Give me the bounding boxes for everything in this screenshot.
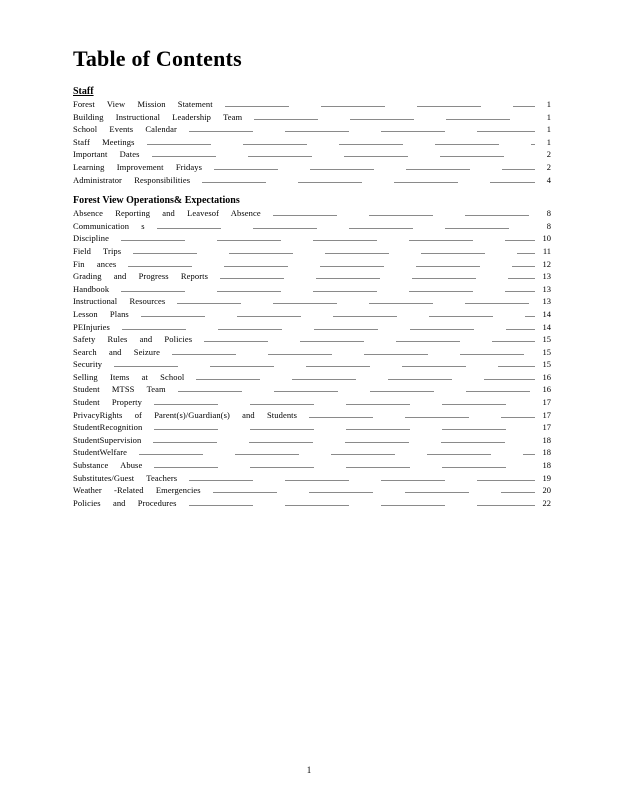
toc-entry[interactable] xyxy=(73,258,551,271)
toc-entry-page-number: 14 xyxy=(542,321,551,332)
toc-entry-page-number: 1 xyxy=(546,124,551,135)
toc-leader-line xyxy=(121,233,535,241)
toc-entry-page-number: 19 xyxy=(542,472,551,483)
toc-leader-line xyxy=(157,221,535,229)
toc-entry[interactable] xyxy=(73,270,551,283)
toc-entry[interactable] xyxy=(73,111,551,124)
toc-entry-page-number: 16 xyxy=(542,371,551,382)
toc-entry-page-number: 12 xyxy=(542,258,551,269)
toc-entry-page-number: 15 xyxy=(542,346,551,357)
toc-leader-line xyxy=(139,447,535,455)
toc-entry[interactable] xyxy=(73,232,551,245)
toc-entry[interactable] xyxy=(73,434,551,447)
toc-leader-line xyxy=(114,359,535,367)
toc-entry[interactable] xyxy=(73,472,551,485)
toc-entry-page-number: 1 xyxy=(546,99,551,109)
section-heading-text: Staff xyxy=(73,86,94,97)
toc-entry[interactable] xyxy=(73,371,551,384)
section-gap xyxy=(73,186,551,195)
toc-entry-page-number: 15 xyxy=(542,334,551,345)
toc-entry-label: Important Dates xyxy=(73,149,140,160)
toc-entry[interactable] xyxy=(73,98,551,111)
toc-leader-line xyxy=(225,99,535,107)
toc-entry-page-number: 13 xyxy=(542,283,551,294)
section-heading xyxy=(73,86,551,98)
toc-entry-page-number: 10 xyxy=(542,233,551,244)
toc-entry-page-number: 8 xyxy=(546,220,551,231)
toc-leader-line xyxy=(178,384,535,392)
toc-leader-line xyxy=(133,246,535,254)
toc-entry-label: Field Trips xyxy=(73,245,122,256)
toc-entry[interactable] xyxy=(73,136,551,149)
toc-entry-label: Fin ances xyxy=(73,258,117,269)
toc-entry-label: School Events Calendar xyxy=(73,124,177,135)
toc-entry-page-number: 2 xyxy=(546,161,551,172)
toc-entry[interactable] xyxy=(73,283,551,296)
toc-entry[interactable] xyxy=(73,459,551,472)
toc-entry-label: Learning Improvement Fridays xyxy=(73,161,203,172)
toc-leader-line xyxy=(189,124,535,132)
toc-entry[interactable] xyxy=(73,396,551,409)
toc-entry[interactable] xyxy=(73,207,551,220)
toc-entry-label: Lesson Plans xyxy=(73,308,129,319)
toc-leader-line xyxy=(172,347,535,355)
toc-leader-line xyxy=(153,435,535,443)
toc-entry[interactable] xyxy=(73,220,551,233)
toc-entry[interactable] xyxy=(73,161,551,174)
toc-leader-line xyxy=(189,473,535,481)
toc-entry[interactable] xyxy=(73,358,551,371)
toc-entry-label: Building Instructional Leadership Team xyxy=(73,111,243,122)
toc-leader-line xyxy=(147,137,535,145)
toc-entry-label: Substance Abuse xyxy=(73,460,143,471)
toc-entry[interactable] xyxy=(73,295,551,308)
toc-entry-page-number: 13 xyxy=(542,296,551,307)
toc-entry-label: Handbook xyxy=(73,283,110,294)
toc-entry-page-number: 22 xyxy=(542,497,551,508)
toc-entry[interactable] xyxy=(73,333,551,346)
toc-entry[interactable] xyxy=(73,245,551,258)
toc-leader-line xyxy=(154,460,535,468)
toc-leader-line xyxy=(189,498,535,506)
toc-entry-page-number: 17 xyxy=(542,397,551,408)
toc-entry-label: Staff Meetings xyxy=(73,136,135,147)
toc-entry-page-number: 18 xyxy=(542,447,551,458)
toc-entry-label: Selling Items at School xyxy=(73,371,185,382)
toc-leader-line xyxy=(204,334,535,342)
toc-entry[interactable] xyxy=(73,446,551,459)
toc-entry-page-number: 8 xyxy=(546,208,551,219)
toc-entry[interactable] xyxy=(73,346,551,359)
toc-entry[interactable] xyxy=(73,321,551,334)
toc-entry-label: Policies and Procedures xyxy=(73,497,177,508)
toc-entry-label: Communication s xyxy=(73,220,145,231)
toc-leader-line xyxy=(128,259,535,267)
toc-entry-page-number: 17 xyxy=(542,409,551,420)
toc-entry-label: Grading and Progress Reports xyxy=(73,271,209,282)
toc-entry-label: StudentWelfare xyxy=(73,447,128,458)
toc-entry-page-number: 20 xyxy=(542,485,551,496)
toc-entry-label: StudentSupervision xyxy=(73,434,142,445)
toc-entry[interactable] xyxy=(73,123,551,136)
page-title: Table of Contents xyxy=(73,46,242,71)
toc-leader-line xyxy=(141,309,535,317)
toc-entry-page-number: 1 xyxy=(546,136,551,147)
toc-leader-line xyxy=(122,322,535,330)
toc-entry-label: Absence Reporting and Leavesof Absence xyxy=(73,208,261,219)
toc-entry-page-number: 1 xyxy=(546,111,551,122)
toc-entry[interactable] xyxy=(73,497,551,510)
toc-entry-page-number: 17 xyxy=(542,422,551,433)
toc-entry-label: Administrator Responsibilities xyxy=(73,174,191,185)
toc-entry[interactable] xyxy=(73,383,551,396)
toc-entry-label: Weather -Related Emergencies xyxy=(73,485,201,496)
toc-entry-label: Instructional Resources xyxy=(73,296,166,307)
toc-entry-page-number: 14 xyxy=(542,308,551,319)
toc-entry-label: Forest View Mission Statement xyxy=(73,99,213,109)
toc-entry-label: PEInjuries xyxy=(73,321,110,332)
toc-leader-line xyxy=(152,149,536,157)
toc-entry-label: Discipline xyxy=(73,233,109,244)
section-heading xyxy=(73,195,551,207)
toc-entry[interactable] xyxy=(73,148,551,161)
toc-entry-page-number: 15 xyxy=(542,359,551,370)
toc-leader-line xyxy=(213,485,535,493)
page-number-footer: 1 xyxy=(306,765,312,775)
section-heading-text: Forest View Operations& Expectations xyxy=(73,195,240,207)
toc-entry-page-number: 11 xyxy=(542,245,551,256)
toc-entry[interactable] xyxy=(73,174,551,187)
toc-entry-page-number: 18 xyxy=(542,434,551,445)
toc-entry-label: Student Property xyxy=(73,397,142,408)
table-of-contents xyxy=(73,86,551,509)
toc-leader-line xyxy=(309,410,535,418)
toc-leader-line xyxy=(177,296,535,304)
toc-entry-label: StudentRecognition xyxy=(73,422,143,433)
toc-entry-label: Security xyxy=(73,359,103,370)
toc-leader-line xyxy=(202,175,535,183)
toc-entry-page-number: 4 xyxy=(546,174,551,185)
toc-leader-line xyxy=(254,112,535,120)
toc-entry-label: Search and Seizure xyxy=(73,346,160,357)
toc-entry-page-number: 13 xyxy=(542,271,551,282)
toc-entry[interactable] xyxy=(73,421,551,434)
toc-leader-line xyxy=(154,397,535,405)
toc-leader-line xyxy=(220,271,535,279)
toc-entry-label: Student MTSS Team xyxy=(73,384,166,395)
toc-entry-page-number: 18 xyxy=(542,460,551,471)
toc-entry[interactable] xyxy=(73,484,551,497)
toc-entry-label: Substitutes/Guest Teachers xyxy=(73,472,178,483)
toc-entry-page-number: 16 xyxy=(542,384,551,395)
toc-leader-line xyxy=(196,372,535,380)
toc-entry-label: Safety Rules and Policies xyxy=(73,334,193,345)
toc-entry-label: PrivacyRights of Parent(s)/Guardian(s) and Students xyxy=(73,409,298,420)
toc-leader-line xyxy=(121,284,535,292)
toc-entry[interactable] xyxy=(73,308,551,321)
toc-leader-line xyxy=(154,422,535,430)
toc-entry-page-number: 2 xyxy=(546,149,551,160)
toc-entry[interactable] xyxy=(73,409,551,422)
toc-leader-line xyxy=(273,208,535,216)
toc-leader-line xyxy=(214,162,535,170)
